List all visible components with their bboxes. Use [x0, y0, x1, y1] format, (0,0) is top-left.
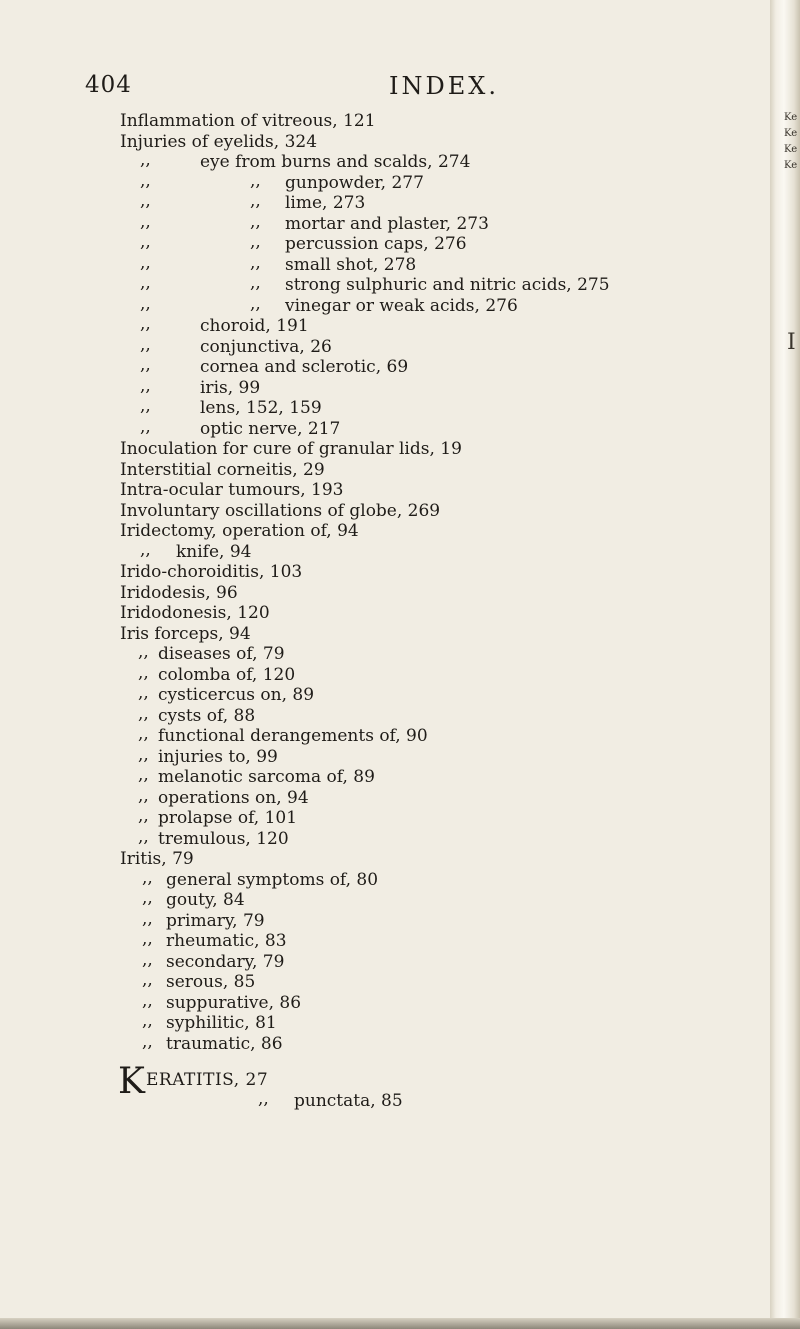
index-entry: [0, 744, 770, 768]
index-entry: [0, 767, 770, 788]
entry-text: gouty, 84: [166, 890, 245, 910]
ditto-mark: ,,: [140, 232, 151, 252]
index-entry: [0, 293, 770, 317]
ditto-mark: ,,: [140, 355, 151, 375]
entry-text: traumatic, 86: [166, 1033, 283, 1054]
ditto-mark: ,,: [138, 642, 149, 662]
ditto-mark: ,,: [140, 252, 151, 273]
index-entry: [0, 703, 770, 727]
entry-text: punctata, 85: [294, 1090, 403, 1111]
ditto-mark: ,,: [140, 416, 151, 437]
entry-text: melanotic sarcoma of, 89: [158, 767, 375, 787]
index-entry: [0, 603, 770, 624]
entry-text: serous, 85: [166, 972, 256, 992]
entry-text: choroid, 191: [200, 316, 309, 336]
entry-text: optic nerve, 217: [200, 418, 341, 439]
index-entry: [0, 439, 770, 460]
index-entry: [0, 252, 770, 276]
index-entry: [0, 334, 770, 358]
index-entry: [0, 624, 770, 645]
index-entry: [0, 234, 770, 255]
page-bottom-edge: [0, 1318, 800, 1329]
index-entry: [0, 826, 770, 850]
entry-text: gunpowder, 277: [285, 172, 424, 193]
entry-text: lime, 273: [285, 193, 366, 213]
ditto-mark: ,,: [140, 334, 151, 355]
ditto-mark: ,,: [138, 703, 149, 724]
entry-text: Injuries of eyelids, 324: [120, 131, 318, 152]
entry-text: tremulous, 120: [158, 828, 289, 849]
index-entry: [0, 416, 770, 440]
ditto-mark: ,,: [140, 293, 151, 314]
index-entry: [0, 132, 770, 153]
entry-text: general symptoms of, 80: [166, 869, 379, 890]
ditto-mark: ,,: [250, 211, 261, 232]
entry-text: prolapse of, 101: [158, 808, 298, 828]
index-entry: [0, 808, 770, 829]
index-entry: [0, 662, 770, 686]
entry-text: rheumatic, 83: [166, 931, 287, 951]
ditto-mark: ,,: [142, 970, 153, 990]
entry-text: Irido-choroiditis, 103: [120, 562, 303, 582]
ditto-mark: ,,: [142, 949, 153, 970]
index-entry: [0, 908, 770, 932]
facing-page-mark: Ke: [784, 160, 798, 171]
entry-text: functional derangements of, 90: [158, 726, 428, 746]
index-entry: [0, 501, 770, 522]
ditto-mark: ,,: [138, 662, 149, 683]
index-entry: [0, 1031, 770, 1055]
index-entry: [0, 990, 770, 1014]
ditto-mark: ,,: [142, 1011, 153, 1031]
entry-text: Iris forceps, 94: [120, 623, 251, 644]
ditto-mark: ,,: [140, 273, 151, 293]
facing-page-mark: I: [787, 330, 796, 355]
index-entry: [0, 644, 770, 665]
ditto-mark: ,,: [138, 683, 149, 703]
entry-text: Inflammation of vitreous, 121: [120, 111, 376, 131]
entry-text: Intra-ocular tumours, 193: [120, 480, 344, 500]
index-entry: [0, 460, 770, 481]
entry-text: Iridodonesis, 120: [120, 603, 270, 623]
running-title: INDEX.: [389, 72, 499, 100]
facing-page-mark: Ke: [784, 128, 798, 139]
ditto-mark: ,,: [250, 273, 261, 293]
index-entry: [0, 931, 770, 952]
index-entry: [0, 521, 770, 542]
index-entry: [0, 726, 770, 747]
facing-page-edge: [770, 0, 800, 1329]
entry-text: operations on, 94: [158, 787, 309, 808]
ditto-mark: ,,: [250, 252, 261, 273]
entry-text: cysts of, 88: [158, 705, 256, 726]
ditto-mark: ,,: [140, 150, 151, 170]
ditto-mark: ,,: [140, 396, 151, 416]
ditto-mark: ,,: [140, 211, 151, 232]
index-entries: [0, 111, 770, 1111]
ditto-mark: ,,: [142, 990, 153, 1011]
index-entry: [0, 1088, 770, 1112]
entry-text: strong sulphuric and nitric acids, 275: [285, 275, 610, 295]
entry-text: syphilitic, 81: [166, 1013, 277, 1033]
entry-text: injuries to, 99: [158, 746, 278, 767]
entry-text: Iridectomy, operation of, 94: [120, 521, 359, 541]
ditto-mark: ,,: [142, 888, 153, 908]
ditto-mark: ,,: [138, 785, 149, 806]
entry-text: colomba of, 120: [158, 664, 296, 685]
entry-text: Iritis, 79: [120, 849, 194, 869]
entry-text: diseases of, 79: [158, 644, 285, 664]
index-entry: [0, 685, 770, 706]
facing-page-mark: Ke: [784, 112, 798, 123]
index-entry: [0, 211, 770, 235]
drop-initial: K: [118, 1061, 145, 1102]
ditto-mark: ,,: [138, 744, 149, 765]
ditto-mark: ,,: [138, 826, 149, 847]
index-entry: [0, 539, 770, 563]
index-entry: [0, 152, 770, 173]
ditto-mark: ,,: [250, 191, 261, 211]
entry-text: Interstitial corneitis, 29: [120, 459, 325, 480]
index-entry: [0, 275, 770, 296]
entry-text: small shot, 278: [285, 254, 417, 275]
index-entry: [0, 583, 770, 604]
entry-text: Involuntary oscillations of globe, 269: [120, 500, 441, 521]
ditto-mark: ,,: [142, 908, 153, 929]
facing-page-mark: Ke: [784, 144, 798, 155]
ditto-mark: ,,: [250, 293, 261, 314]
index-entry: [0, 375, 770, 399]
ditto-mark: ,,: [140, 191, 151, 211]
index-entry: [0, 972, 770, 993]
index-entry: [0, 357, 770, 378]
index-entry: [0, 480, 770, 501]
ditto-mark: ,,: [140, 170, 151, 191]
index-entry: [0, 316, 770, 337]
entry-text: mortar and plaster, 273: [285, 213, 489, 234]
page-header: [0, 72, 770, 108]
ditto-mark: ,,: [138, 724, 149, 744]
ditto-mark: ,,: [138, 806, 149, 826]
section-heading-text: ERATITIS, 27: [146, 1070, 269, 1090]
entry-text: secondary, 79: [166, 951, 285, 972]
index-entry: [0, 949, 770, 973]
entry-text: Iridodesis, 96: [120, 582, 238, 603]
index-entry: [0, 170, 770, 194]
entry-text: percussion caps, 276: [285, 234, 467, 254]
entry-text: conjunctiva, 26: [200, 336, 332, 357]
entry-text: lens, 152, 159: [200, 398, 322, 418]
index-entry: [0, 193, 770, 214]
ditto-mark: ,,: [140, 539, 151, 560]
ditto-mark: ,,: [138, 765, 149, 785]
entry-text: suppurative, 86: [166, 992, 302, 1013]
index-entry: [0, 562, 770, 583]
ditto-mark: ,,: [142, 867, 153, 888]
entry-text: cornea and sclerotic, 69: [200, 357, 409, 377]
ditto-mark: ,,: [140, 314, 151, 334]
ditto-mark: ,,: [258, 1088, 269, 1109]
index-entry: [0, 867, 770, 891]
entry-text: cysticercus on, 89: [158, 685, 315, 705]
ditto-mark: ,,: [142, 1031, 153, 1052]
entry-text: Inoculation for cure of granular lids, 19: [120, 439, 462, 459]
entry-text: knife, 94: [176, 541, 252, 562]
entry-text: vinegar or weak acids, 276: [285, 295, 518, 316]
index-entry: [0, 1013, 770, 1034]
entry-text: eye from burns and scalds, 274: [200, 152, 471, 172]
page-number: 404: [85, 72, 132, 98]
entry-text: iris, 99: [200, 377, 261, 398]
ditto-mark: ,,: [142, 929, 153, 949]
entry-text: primary, 79: [166, 910, 265, 931]
ditto-mark: ,,: [140, 375, 151, 396]
index-entry: [0, 398, 770, 419]
index-entry: [0, 785, 770, 809]
index-entry: [0, 849, 770, 870]
ditto-mark: ,,: [250, 170, 261, 191]
index-entry: [0, 890, 770, 911]
section-gap: [0, 1054, 770, 1070]
ditto-mark: ,,: [250, 232, 261, 252]
index-entry: [0, 111, 770, 132]
